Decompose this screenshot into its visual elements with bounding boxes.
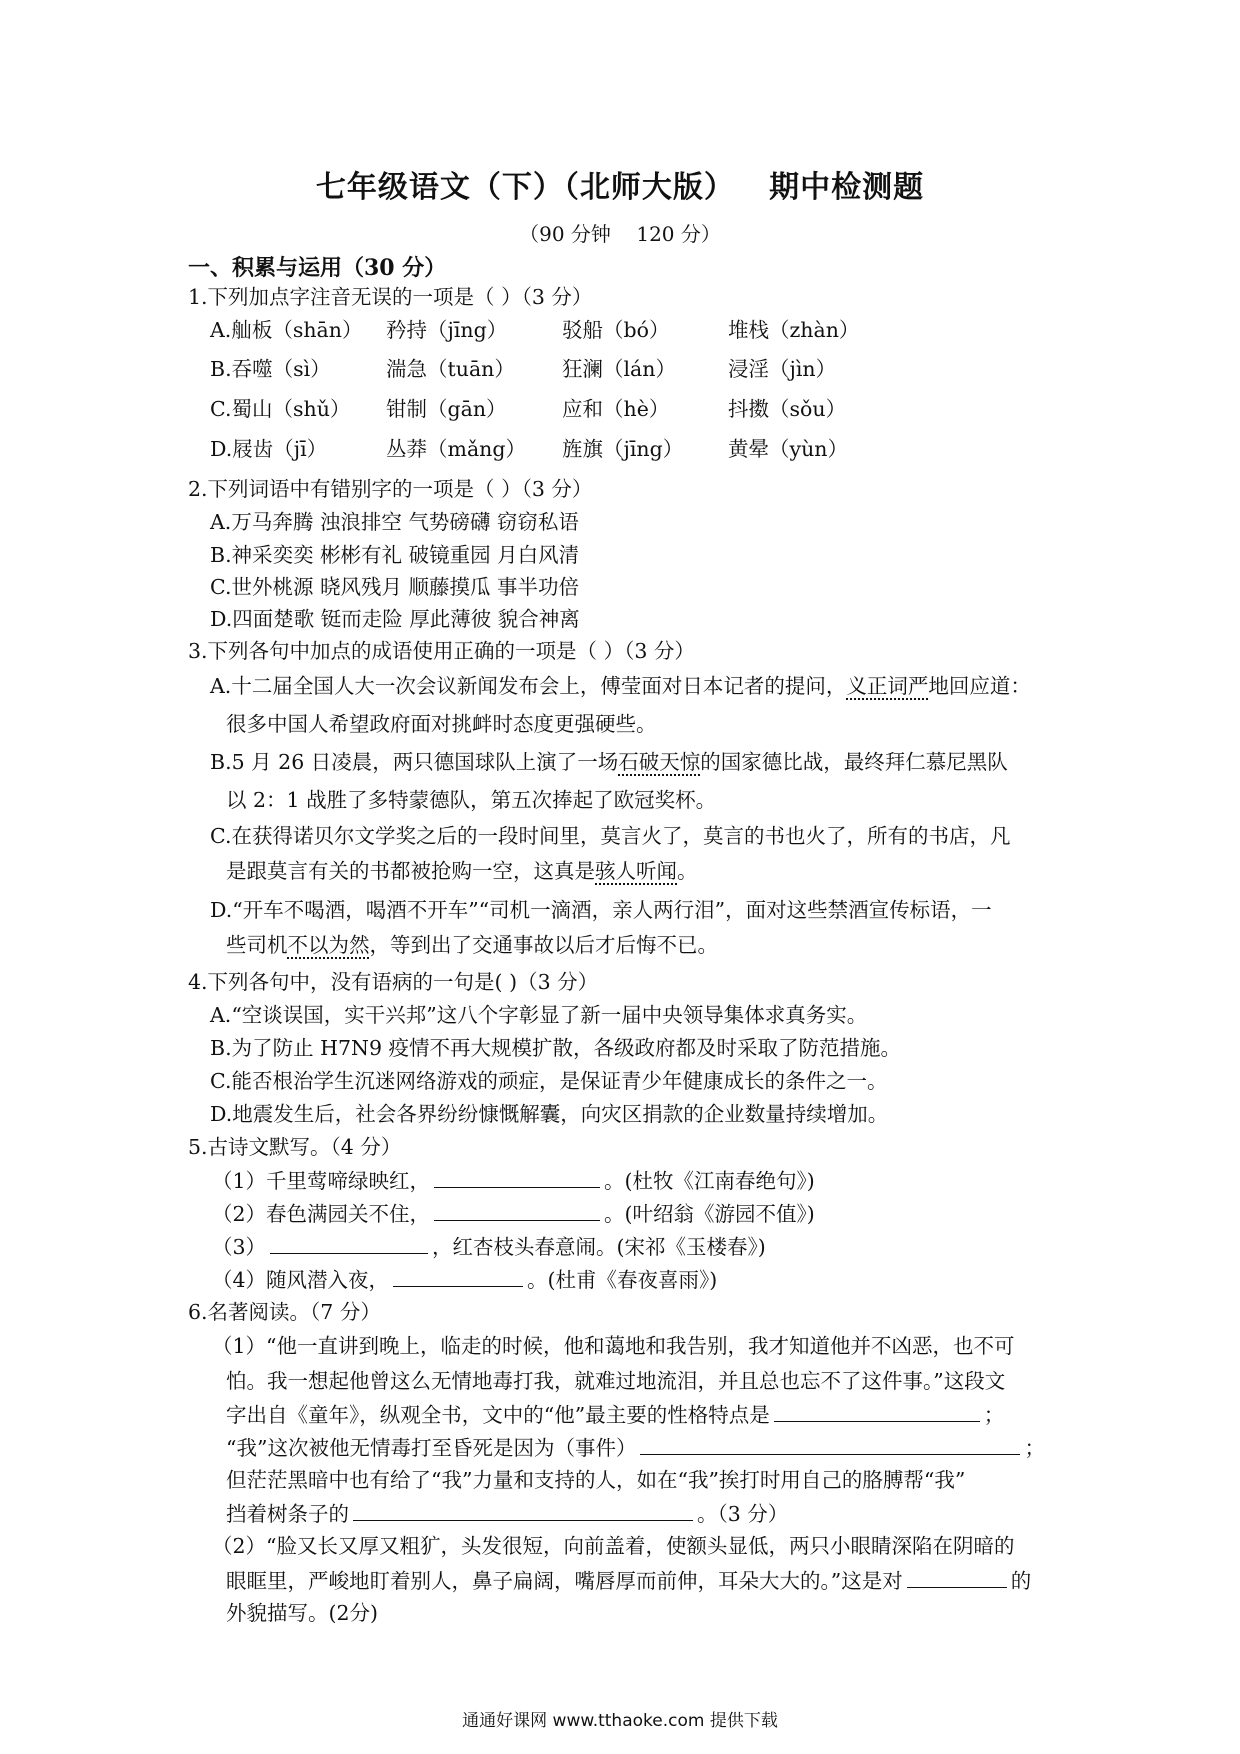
question-4-stem: 4.下列各句中，没有语病的一句是( )（3 分） <box>188 970 599 994</box>
option-text: 湍急（tuān） <box>386 357 515 381</box>
poem-source: 。(杜甫《春夜喜雨》) <box>527 1268 718 1292</box>
option-text: B.为了防止 H7N9 疫情不再大规模扩散，各级政府都及时采取了防范措施。 <box>210 1036 902 1060</box>
question-text: “我”这次被他无情毒打至昏死是因为（事件） <box>226 1436 637 1460</box>
reading-question: 外貌描写。(2分) <box>226 1601 379 1625</box>
option-text: D.地震发生后，社会各界纷纷慷慨解囊，向灾区捐款的企业数量持续增加。 <box>210 1102 889 1126</box>
answer-blank[interactable] <box>270 1231 428 1254</box>
option-text: 狂澜（lán） <box>562 357 676 381</box>
answer-blank[interactable] <box>393 1264 523 1287</box>
reading-passage-2: （2）“脸又长又厚又粗犷，头发很短，向前盖着，使额头显低，两只小眼睛深陷在阴暗的 <box>212 1534 1015 1558</box>
option-c: C.在获得诺贝尔文学奖之后的一段时间里，莫言火了，莫言的书也火了，所有的书店，凡 <box>210 824 1011 848</box>
poem-text: （2）春色满园关不住， <box>212 1202 431 1226</box>
answer-blank[interactable] <box>353 1498 693 1521</box>
option-text: A.舢板（shān） <box>210 318 363 342</box>
reading-question <box>226 1432 1045 1463</box>
option-d: D.“开车不喝酒，喝酒不开车”“司机一滴酒，亲人两行泪”，面对这些禁酒宣传标语，一 <box>210 898 992 922</box>
reading-question: 但茫茫黑暗中也有给了“我”力量和支持的人，如在“我”挨打时用自己的胳膊帮“我” <box>226 1468 966 1492</box>
option-text: 地回应道： <box>928 674 1031 698</box>
question-text: 字出自《童年》，纵观全书，文中的“他”最主要的性格特点是 <box>226 1403 770 1427</box>
option-continuation <box>226 930 718 960</box>
poem-line-2 <box>212 1198 815 1229</box>
option-text: 应和（hè） <box>562 397 670 421</box>
answer-blank[interactable] <box>434 1198 600 1221</box>
dotted-idiom: 石破天惊 <box>618 750 701 774</box>
option-text: ，等到出了交通事故以后才后悔不已。 <box>369 933 718 957</box>
option-text: B.吞噬（sì） <box>210 357 331 381</box>
reading-passage-1: 怕。我一想起他曾这么无情地毒打我，就难过地流泪，并且总也忘不了这件事。”这段文 <box>226 1369 1006 1393</box>
option-text: 旌旗（jīng） <box>562 437 684 461</box>
option-text: 。 <box>677 859 698 883</box>
option-text: C.世外桃源 晓风残月 顺藤摸瓜 事半功倍 <box>210 575 580 599</box>
poem-line-1 <box>212 1165 815 1196</box>
option-text: D.屐齿（jī） <box>210 437 328 461</box>
poem-source: 。(叶绍翁《游园不值》) <box>604 1202 815 1226</box>
dotted-idiom: 骇人听闻 <box>595 859 677 883</box>
option-b <box>210 747 1008 777</box>
exam-title: 七年级语文（下）（北师大版） 期中检测题 <box>315 170 925 205</box>
reading-question <box>226 1399 1004 1430</box>
answer-blank[interactable] <box>774 1399 980 1422</box>
reading-question <box>226 1498 788 1529</box>
reading-passage-1: （1）“他一直讲到晚上，临走的时候，他和蔼地和我告别，我才知道他并不凶恶，也不可 <box>212 1334 1015 1358</box>
option-text: 黄晕（yùn） <box>728 437 848 461</box>
question-6-stem: 6.名著阅读。（7 分） <box>188 1300 381 1324</box>
question-text: ； <box>1024 1436 1045 1460</box>
poem-text: （4）随风潜入夜， <box>212 1268 390 1292</box>
option-text: 堆栈（zhàn） <box>728 318 860 342</box>
question-5-stem: 5.古诗文默写。（4 分） <box>188 1135 402 1159</box>
option-text: 抖擞（sǒu） <box>728 397 847 421</box>
reading-passage-2 <box>226 1565 1031 1596</box>
question-text: ； <box>983 1403 1005 1427</box>
question-3-stem: 3.下列各句中加点的成语使用正确的一项是（ ）（3 分） <box>188 639 695 663</box>
option-continuation <box>226 856 698 886</box>
question-text: 。（3 分） <box>697 1502 789 1526</box>
exam-duration-score: （90 分钟 120 分） <box>519 222 721 246</box>
option-text: 是跟莫言有关的书都被抢购一空，这真是 <box>226 859 595 883</box>
option-text: D.四面楚歌 铤而走险 厚此薄彼 貌合神离 <box>210 607 580 631</box>
dotted-idiom: 义正词严 <box>846 674 929 698</box>
option-text: 浸淫（jìn） <box>728 357 837 381</box>
page-footer: 通通好课网 www.tthaoke.com 提供下载 <box>462 1711 778 1731</box>
option-continuation: 以 2：1 战胜了多特蒙德队，第五次捧起了欧冠奖杯。 <box>226 788 717 812</box>
option-text: C.能否根治学生沉迷网络游戏的顽症，是保证青少年健康成长的条件之一。 <box>210 1069 888 1093</box>
answer-blank[interactable] <box>907 1565 1007 1588</box>
option-text: 钳制（gān） <box>386 397 507 421</box>
option-text: C.蜀山（shǔ） <box>210 397 351 421</box>
option-text: B.5 月 26 日凌晨，两只德国球队上演了一场 <box>210 750 619 774</box>
question-2-stem: 2.下列词语中有错别字的一项是（ ）（3 分） <box>188 477 593 501</box>
answer-blank[interactable] <box>434 1165 600 1188</box>
question-text: 挡着树条子的 <box>226 1502 349 1526</box>
option-continuation: 很多中国人希望政府面对挑衅时态度更强硬些。 <box>226 712 657 736</box>
option-text: A.“空谈误国，实干兴邦”这八个字彰显了新一届中央领导集体求真务实。 <box>210 1003 868 1027</box>
poem-source: 。(杜牧《江南春绝句》) <box>604 1169 815 1193</box>
question-text: 眼眶里，严峻地盯着别人，鼻子扁阔，嘴唇厚而前伸，耳朵大大的。”这是对 <box>226 1569 903 1593</box>
option-text: A.万马奔腾 浊浪排空 气势磅礴 窃窃私语 <box>210 510 579 534</box>
option-text: 的国家德比战，最终拜仁慕尼黑队 <box>700 750 1008 774</box>
poem-text: （1）千里莺啼绿映红， <box>212 1169 431 1193</box>
poem-line-4 <box>212 1264 717 1295</box>
poem-line-3 <box>212 1231 766 1262</box>
question-text: 的 <box>1010 1569 1032 1593</box>
poem-text: （3） <box>212 1235 267 1259</box>
poem-source: ，红杏枝头春意闹。(宋祁《玉楼春》) <box>432 1235 766 1259</box>
option-text: 丛莽（mǎng） <box>386 437 526 461</box>
answer-blank[interactable] <box>640 1432 1020 1455</box>
option-a <box>210 671 1031 701</box>
section-heading: 一、积累与运用（30 分） <box>188 255 447 281</box>
option-text: 矜持（jīng） <box>386 318 508 342</box>
option-text: B.神采奕奕 彬彬有礼 破镜重园 月白风清 <box>210 543 580 567</box>
option-text: A.十二届全国人大一次会议新闻发布会上，傅莹面对日本记者的提问， <box>210 674 847 698</box>
question-1-stem: 1.下列加点字注音无误的一项是（ ）（3 分） <box>188 285 593 309</box>
dotted-idiom: 不以为然 <box>287 933 370 957</box>
option-text: 驳船（bó） <box>562 318 670 342</box>
option-text: 些司机 <box>226 933 288 957</box>
